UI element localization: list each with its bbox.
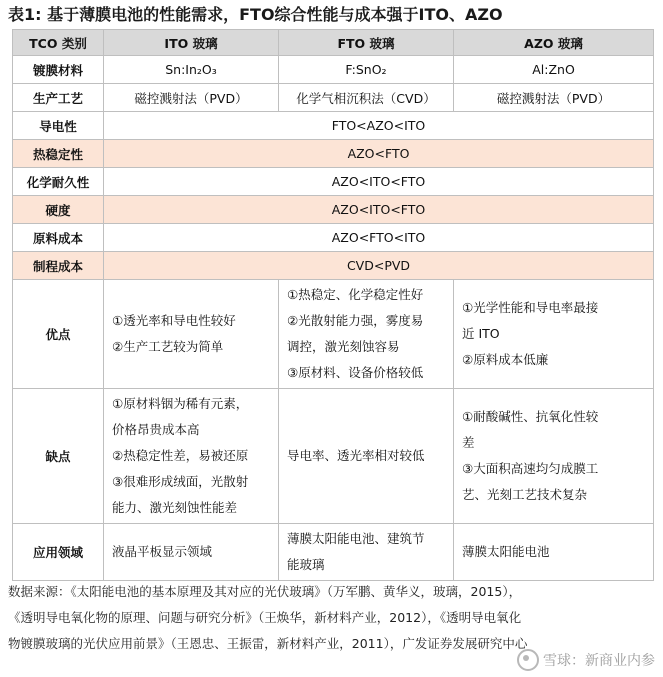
cell-comparison: AZO<ITO<FTO [104, 196, 654, 224]
row-label: 生产工艺 [13, 84, 104, 112]
cell-ito-application [104, 524, 279, 581]
row-label: 热稳定性 [13, 140, 104, 168]
pros-line: ③原材料、设备价格较低 [287, 365, 424, 380]
cell-azo-pros [454, 280, 654, 389]
row-label: 镀膜材料 [13, 56, 104, 84]
pros-line: 调控，激光刻蚀容易 [287, 339, 400, 354]
cons-line: 导电率、透光率相对较低 [287, 448, 425, 463]
cell-fto-cons [279, 389, 454, 524]
cell-ito: 磁控溅射法（PVD） [104, 84, 279, 112]
source-line: 《透明导电氧化物的原理、问题与研究分析》（王焕华，新材料产业，2012），《透明导电氧化 [8, 610, 522, 625]
pros-line: ①热稳定、化学稳定性好 [287, 287, 424, 302]
pros-line: ②生产工艺较为简单 [112, 339, 224, 354]
cons-line: 艺、光刻工艺技术复杂 [462, 487, 588, 502]
cell-fto: F:SnO₂ [279, 56, 454, 84]
cons-line: ③大面积高速均匀成膜工 [462, 461, 599, 476]
data-source-note [8, 579, 658, 657]
cell-comparison: FTO<AZO<ITO [104, 112, 654, 140]
cell-azo-cons [454, 389, 654, 524]
header-ito-glass: ITO 玻璃 [104, 30, 279, 56]
row-label: 导电性 [13, 112, 104, 140]
cell-fto-application [279, 524, 454, 581]
cons-line: ①原材料铟为稀有元素， [112, 396, 249, 411]
cons-line: 差 [462, 435, 475, 450]
table-title: 表1: 基于薄膜电池的性能需求，FTO综合性能与成本强于ITO、AZO [8, 5, 503, 24]
pros-line: ①透光率和导电性较好 [112, 313, 236, 328]
cell-comparison: CVD<PVD [104, 252, 654, 280]
row-conductivity [13, 112, 654, 140]
source-line: 数据来源：《太阳能电池的基本原理及其对应的光伏玻璃》（万军鹏、黄华义，玻璃，2015）， [8, 584, 522, 599]
row-raw-material-cost [13, 224, 654, 252]
cell-comparison: AZO<FTO [104, 140, 654, 168]
row-advantages [13, 280, 654, 389]
application-line: 能玻璃 [287, 557, 325, 572]
cell-comparison: AZO<FTO<ITO [104, 224, 654, 252]
row-production-process [13, 84, 654, 112]
watermark [517, 649, 655, 671]
row-process-cost [13, 252, 654, 280]
row-disadvantages [13, 389, 654, 524]
cell-ito: Sn:In₂O₃ [104, 56, 279, 84]
watermark-text: 雪球：新商业内参 [543, 653, 655, 669]
header-fto-glass: FTO 玻璃 [279, 30, 454, 56]
cell-azo: Al:ZnO [454, 56, 654, 84]
row-label: 优点 [13, 280, 104, 389]
snowball-logo-icon [517, 649, 539, 671]
pros-line: 近 ITO [462, 326, 500, 341]
application-line: 液晶平板显示领域 [112, 544, 213, 559]
cell-fto-pros [279, 280, 454, 389]
row-application [13, 524, 654, 581]
row-chemical-durability [13, 168, 654, 196]
cons-line: ①耐酸碱性、抗氧化性较 [462, 409, 599, 424]
cons-line: ③很难形成绒面，光散射 [112, 474, 249, 489]
application-line: 薄膜太阳能电池、建筑节 [287, 531, 425, 546]
cell-ito-pros [104, 280, 279, 389]
row-thermal-stability [13, 140, 654, 168]
row-hardness [13, 196, 654, 224]
row-label: 缺点 [13, 389, 104, 524]
source-line: 物镀膜玻璃的光伏应用前景》（王恩忠、王振雷，新材料产业，2011），广发证券发展研究中心 [8, 636, 528, 651]
cons-line: 价格昂贵成本高 [112, 422, 200, 437]
pros-line: ②原料成本低廉 [462, 352, 549, 367]
header-row [13, 30, 654, 56]
cell-azo-application [454, 524, 654, 581]
cons-line: 能力、激光刻蚀性能差 [112, 500, 238, 515]
row-label: 原料成本 [13, 224, 104, 252]
cell-fto: 化学气相沉积法（CVD） [279, 84, 454, 112]
row-label: 应用领域 [13, 524, 104, 581]
cell-azo: 磁控溅射法（PVD） [454, 84, 654, 112]
header-azo-glass: AZO 玻璃 [454, 30, 654, 56]
cell-comparison: AZO<ITO<FTO [104, 168, 654, 196]
row-label: 硬度 [13, 196, 104, 224]
row-label: 化学耐久性 [13, 168, 104, 196]
tco-comparison-table [12, 29, 654, 581]
pros-line: ①光学性能和导电率最接 [462, 300, 599, 315]
cons-line: ②热稳定性差，易被还原 [112, 448, 249, 463]
cell-ito-cons [104, 389, 279, 524]
row-label: 制程成本 [13, 252, 104, 280]
row-coating-material [13, 56, 654, 84]
pros-line: ②光散射能力强，雾度易 [287, 313, 424, 328]
application-line: 薄膜太阳能电池 [462, 544, 550, 559]
header-tco-category: TCO 类别 [13, 30, 104, 56]
